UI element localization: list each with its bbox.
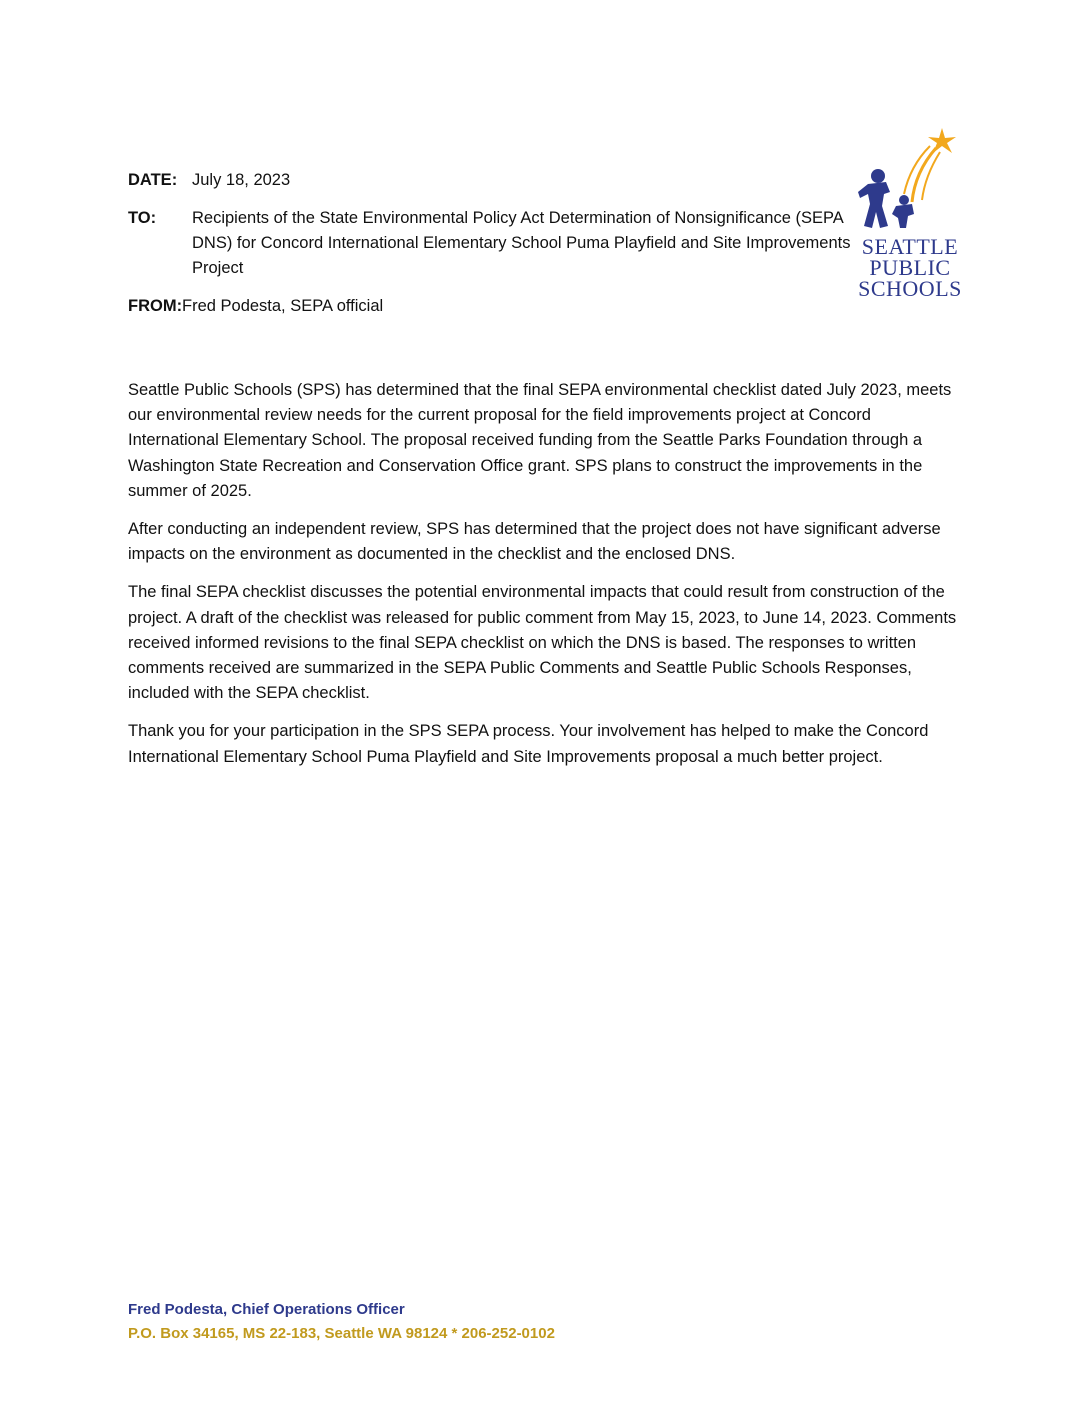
footer	[128, 1298, 555, 1346]
date-value: July 18, 2023	[192, 171, 291, 189]
footer-address: P.O. Box 34165, MS 22-183, Seattle WA 98124 * 206-252-0102	[128, 1325, 555, 1342]
logo-line-public: PUBLIC	[869, 255, 951, 280]
seattle-public-schools-logo	[852, 124, 968, 310]
memo-body	[128, 378, 964, 783]
logo-line-schools: SCHOOLS	[858, 276, 962, 301]
body-paragraph-4: Thank you for your participation in the SPS SEPA process. Your involvement has helped to make the Concord International Elementary School Puma Playfield and Site Improvements proposal a much better project.	[128, 722, 929, 766]
body-paragraph-2: After conducting an independent review, SPS has determined that the project does not have significant adverse impacts on the environment as documented in the checklist and the enclosed DNS.	[128, 520, 941, 564]
logo-line-seattle: SEATTLE	[861, 234, 959, 259]
from-row	[128, 294, 858, 319]
to-label: TO:	[128, 209, 157, 227]
memo-header	[128, 168, 858, 332]
footer-signature: Fred Podesta, Chief Operations Officer	[128, 1301, 405, 1318]
date-label: DATE:	[128, 171, 178, 189]
from-label: FROM:	[128, 297, 183, 315]
date-row	[128, 168, 858, 193]
logo-figures-icon	[852, 124, 968, 236]
body-paragraph-1: Seattle Public Schools (SPS) has determined that the final SEPA environmental checklist dated July 2023, meets our environmental review needs for the current proposal for the field improvements project at Concord International Elementary School. The proposal received funding from the Seattle Parks Foundation through a Washington State Recreation and Conservation Office grant. SPS plans to construct the improvements in the summer of 2025.	[128, 381, 952, 500]
to-value: Recipients of the State Environmental Policy Act Determination of Nonsignificance (SEPA DNS) for Concord International Elementary School Puma Playfield and Site Improvements Project	[192, 209, 851, 277]
body-paragraph-3: The final SEPA checklist discusses the potential environmental impacts that could result from construction of the project. A draft of the checklist was released for public comment from May 15, 2023, to June 14, 2023. Comments received informed revisions to the final SEPA checklist on which the DNS is based. The responses to written comments received are summarized in the SEPA Public Comments and Seattle Public Schools Responses, included with the SEPA checklist.	[128, 583, 957, 703]
to-row	[128, 206, 858, 281]
logo-wordmark	[852, 236, 968, 299]
from-value: Fred Podesta, SEPA official	[182, 297, 384, 315]
